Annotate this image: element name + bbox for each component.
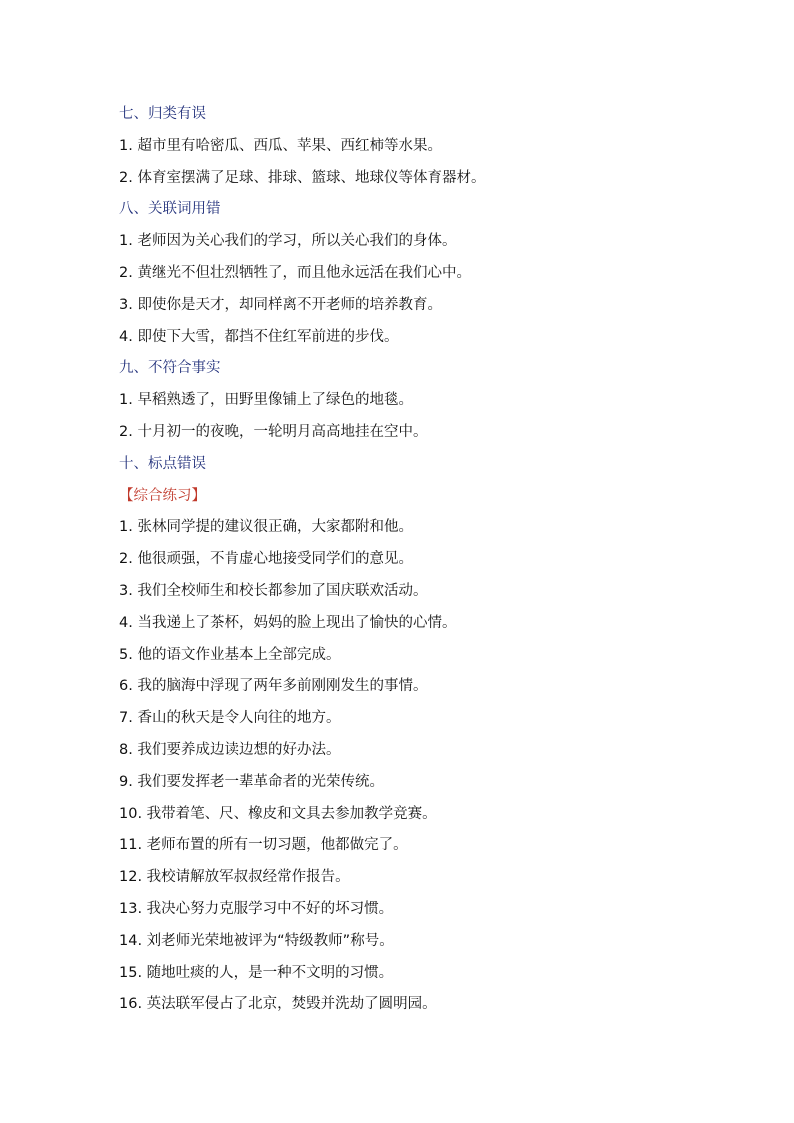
list-item: 1. 老师因为关心我们的学习，所以关心我们的身体。: [119, 233, 457, 250]
list-item: 3. 我们全校师生和校长都参加了国庆联欢活动。: [119, 582, 428, 599]
list-item: 8. 我们要养成边读边想的好办法。: [119, 741, 341, 758]
list-item: 2. 他很顽强，不肯虚心地接受同学们的意见。: [119, 551, 413, 568]
section-heading: 七、归类有误: [119, 106, 206, 122]
list-item: 13. 我决心努力克服学习中不好的坏习惯。: [119, 900, 394, 917]
list-item: 16. 英法联军侵占了北京，焚毁并洗劫了圆明园。: [119, 996, 437, 1013]
list-item: 9. 我们要发挥老一辈革命者的光荣传统。: [119, 773, 384, 790]
list-item: 10. 我带着笔、尺、橡皮和文具去参加教学竞赛。: [119, 805, 437, 822]
list-item: 15. 随地吐痰的人，是一种不文明的习惯。: [119, 964, 394, 981]
list-item: 1. 超市里有哈密瓜、西瓜、苹果、西红柿等水果。: [119, 137, 442, 154]
document-body: [119, 99, 739, 1021]
section-heading: 十、标点错误: [119, 455, 206, 472]
list-item: 2. 黄继光不但壮烈牺牲了，而且他永远活在我们心中。: [119, 264, 471, 281]
list-item: 12. 我校请解放军叔叔经常作报告。: [119, 869, 350, 886]
list-item: 2. 十月初一的夜晚，一轮明月高高地挂在空中。: [119, 423, 428, 440]
list-item: 14. 刘老师光荣地被评为“特级教师”称号。: [119, 932, 394, 949]
list-item: 7. 香山的秋天是令人向往的地方。: [119, 710, 341, 727]
section-heading: 九、不符合事实: [119, 360, 221, 377]
list-item: 1. 早稻熟透了，田野里像铺上了绿色的地毯。: [119, 392, 413, 409]
list-item: 11. 老师布置的所有一切习题，他都做完了。: [119, 837, 408, 854]
list-item: 4. 即使下大雪，都挡不住红军前进的步伐。: [119, 328, 399, 345]
section-heading: 八、关联词用错: [119, 201, 221, 218]
list-item: 6. 我的脑海中浮现了两年多前刚刚发生的事情。: [119, 678, 428, 695]
list-item: 4. 当我递上了茶杯，妈妈的脸上现出了愉快的心情。: [119, 614, 457, 631]
subsection-label: 【综合练习】: [119, 487, 206, 504]
list-item: 1. 张林同学提的建议很正确，大家都附和他。: [119, 519, 413, 536]
list-item: 3. 即使你是天才，却同样离不开老师的培养教育。: [119, 296, 442, 313]
list-item: 2. 体育室摆满了足球、排球、篮球、地球仪等体育器材。: [119, 169, 486, 186]
list-item: 5. 他的语文作业基本上全部完成。: [119, 646, 341, 663]
